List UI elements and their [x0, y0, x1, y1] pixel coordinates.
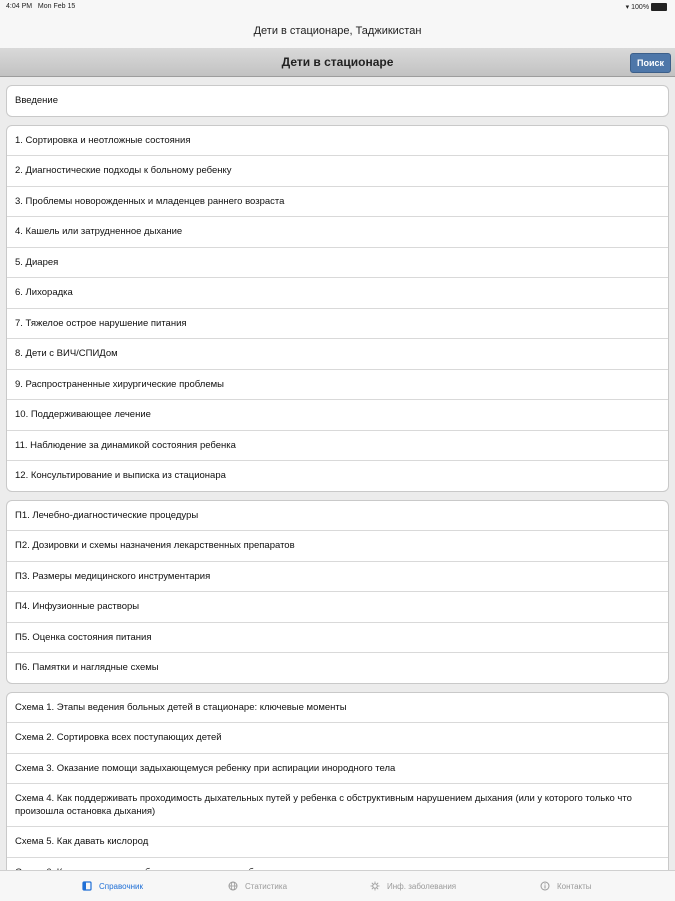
tab-bar	[0, 870, 675, 901]
globe-icon	[228, 881, 238, 891]
tab-label: Контакты	[557, 881, 592, 891]
list-item[interactable]: 7. Тяжелое острое нарушение питания	[7, 309, 668, 340]
info-icon	[540, 881, 550, 891]
list-item[interactable]: П3. Размеры медицинского инструментария	[7, 562, 668, 593]
list-item[interactable]: П6. Памятки и наглядные схемы	[15, 662, 159, 674]
tab-contacts[interactable]	[540, 871, 592, 901]
status-date: Mon Feb 15	[37, 3, 76, 10]
list-item[interactable]: Введение	[15, 95, 59, 107]
list-item[interactable]: 11. Наблюдение за динамикой состояния ребенка	[7, 431, 668, 462]
list-item[interactable]: Схема 2. Сортировка всех поступающих детей	[7, 723, 668, 754]
book-icon	[82, 881, 92, 891]
list-item[interactable]: Схема 1. Этапы ведения больных детей в стационаре: ключевые моменты	[7, 693, 668, 724]
list-item[interactable]: 5. Диарея	[7, 248, 668, 279]
intro-group	[6, 85, 669, 117]
battery-icon	[651, 3, 667, 11]
list-item[interactable]: Схема 5. Как давать кислород	[7, 827, 668, 858]
list-item[interactable]: 10. Поддерживающее лечение	[7, 400, 668, 431]
list-item[interactable]: 12. Консультирование и выписка из стационара	[15, 470, 226, 482]
tab-reference[interactable]	[82, 871, 143, 901]
list-item[interactable]: 9. Распространенные хирургические проблемы	[7, 370, 668, 401]
list-item[interactable]: П5. Оценка состояния питания	[7, 623, 668, 654]
tab-infectious-diseases[interactable]	[370, 871, 456, 901]
list-item[interactable]: 8. Дети с ВИЧ/СПИДом	[7, 339, 668, 370]
virus-icon	[370, 881, 380, 891]
list-item[interactable]: 1. Сортировка и неотложные состояния	[7, 126, 668, 157]
list-item[interactable]: П1. Лечебно-диагностические процедуры	[7, 501, 668, 532]
navigation-bar	[0, 48, 675, 77]
page-title: Дети в стационаре	[281, 55, 394, 69]
list-item[interactable]: 3. Проблемы новорожденных и младенцев раннего возраста	[7, 187, 668, 218]
battery-percent: 100%	[631, 4, 650, 11]
list-item[interactable]: Схема 4. Как поддерживать проходимость дыхательных путей у ребенка с обструктивным нарушением дыхания (или у которого только что произошла остановка дыхания)	[7, 784, 668, 827]
tab-statistics[interactable]	[228, 871, 287, 901]
list-item[interactable]: П4. Инфузионные растворы	[7, 592, 668, 623]
chapters-group	[6, 125, 669, 492]
appendix-group	[6, 500, 669, 684]
status-time: 4:04 PM Mon Feb 15	[6, 3, 76, 10]
list-item[interactable]: 4. Кашель или затрудненное дыхание	[7, 217, 668, 248]
window-title: Дети в стационаре, Таджикистан	[0, 14, 675, 49]
table-of-contents[interactable]	[0, 77, 675, 870]
wifi-icon: ▾	[625, 4, 630, 11]
tab-label: Статистика	[245, 881, 288, 891]
schemes-group	[6, 692, 669, 889]
tab-label: Справочник	[99, 881, 143, 891]
list-item[interactable]: Схема 3. Оказание помощи задыхающемуся ребенку при аспирации инородного тела	[7, 754, 668, 785]
status-bar	[0, 0, 675, 14]
tab-label: Инф. заболевания	[387, 881, 457, 891]
list-item[interactable]: 2. Диагностические подходы к больному ребенку	[7, 156, 668, 187]
list-item[interactable]: П2. Дозировки и схемы назначения лекарственных препаратов	[7, 531, 668, 562]
status-right	[626, 3, 667, 11]
search-button[interactable]: Поиск	[630, 53, 671, 73]
list-item[interactable]: 6. Лихорадка	[7, 278, 668, 309]
